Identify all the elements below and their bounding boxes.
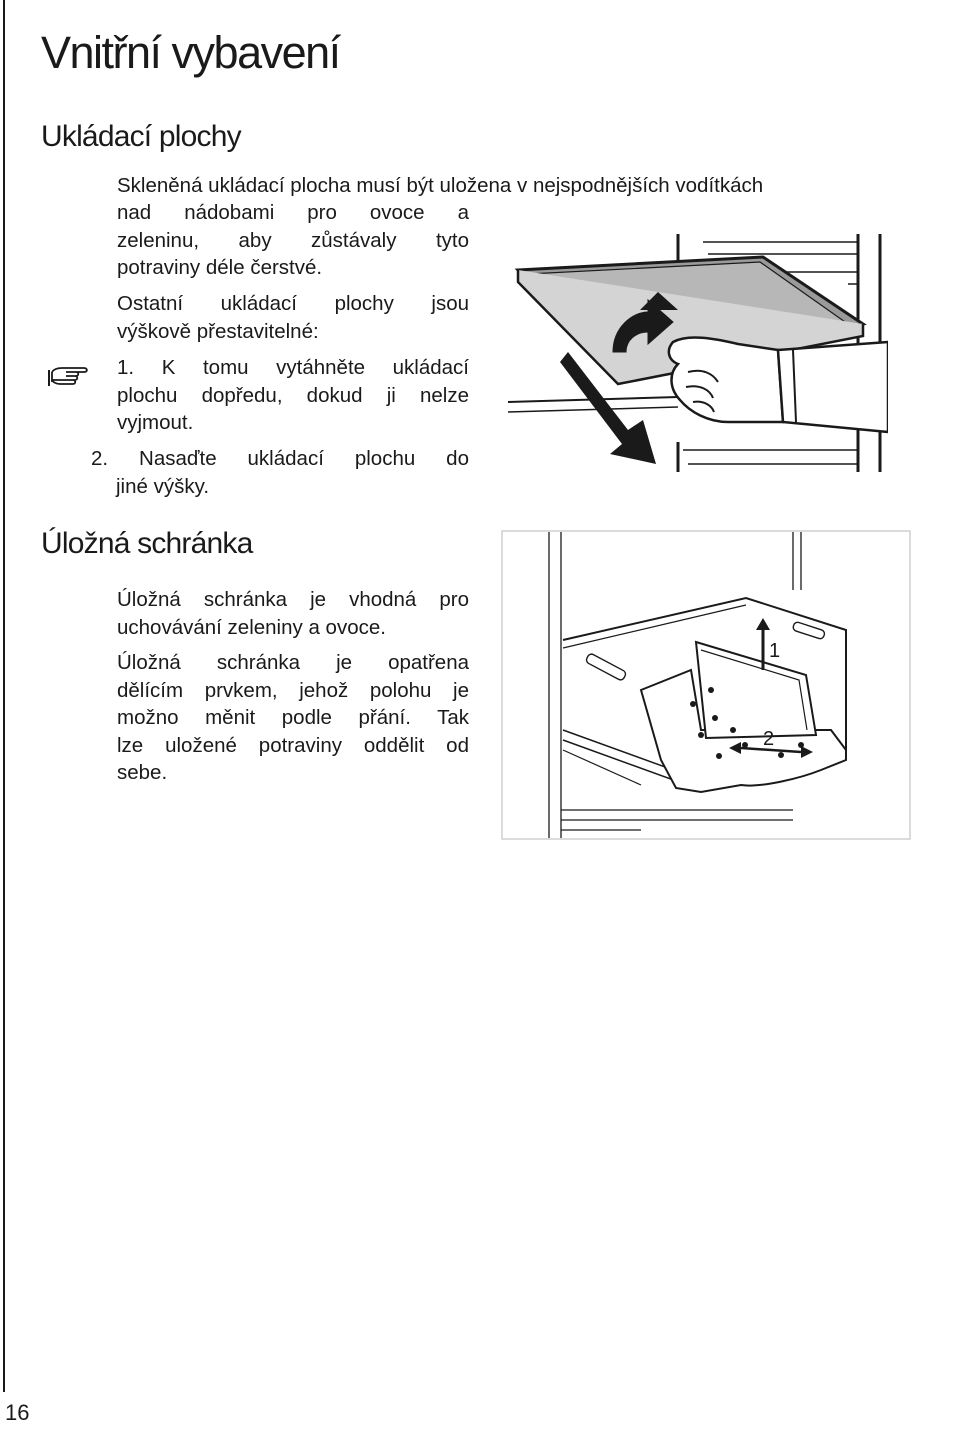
text-line: lze uložené potraviny oddělit od	[117, 733, 469, 757]
section-heading-shelves: Ukládací plochy	[41, 120, 241, 153]
page-margin-rule	[3, 0, 5, 1392]
text-line: Úložná schránka je vhodná pro	[117, 588, 469, 611]
figure-label-2: 2	[763, 728, 775, 750]
text-line: uchovávání zeleniny a ovoce.	[117, 615, 386, 639]
text-line: 1. K tomu vytáhněte ukládací	[117, 356, 469, 379]
text-line: sebe.	[117, 761, 168, 784]
text-line: možno měnit podle přání. Tak	[117, 706, 469, 729]
section-heading-drawer: Úložná schránka	[41, 527, 253, 560]
shelves-step-1	[117, 354, 469, 437]
drawer-paragraph-1	[117, 586, 469, 641]
drawer-paragraph-2	[117, 649, 469, 787]
shelves-intro-paragraph	[117, 199, 469, 282]
text-line: dělícím prvkem, jehož polohu je	[117, 678, 469, 702]
pointing-hand-icon	[46, 360, 90, 390]
text-line: vyjmout.	[117, 411, 194, 434]
shelves-step-2	[91, 445, 469, 500]
page-number: 16	[5, 1400, 30, 1425]
text-line: Skleněná ukládací plocha musí být uložena v nejspodnějších vodítkách	[117, 174, 764, 197]
figure-label-1: 1	[769, 640, 781, 662]
text-line: Úložná schránka je opatřena	[117, 651, 469, 674]
text-line: Ostatní ukládací plochy jsou	[117, 292, 469, 315]
text-line: výškově přestavitelné:	[117, 319, 319, 343]
shelf-removal-illustration	[508, 232, 888, 477]
text-line: 2. Nasaďte ukládací plochu do	[91, 447, 469, 470]
text-line: zeleninu, aby zůstávaly tyto	[117, 228, 469, 252]
shelves-intro-first-line	[117, 172, 917, 200]
text-line: jiné výšky.	[116, 474, 210, 498]
shelves-adjust-paragraph	[117, 290, 469, 345]
page-title: Vnitřní vybavení	[41, 27, 340, 78]
crisper-drawer-illustration	[501, 530, 911, 840]
text-line: nad nádobami pro ovoce a	[117, 201, 469, 224]
text-line: potraviny déle čerstvé.	[117, 256, 323, 279]
text-line: plochu dopředu, dokud ji nelze	[117, 383, 469, 407]
